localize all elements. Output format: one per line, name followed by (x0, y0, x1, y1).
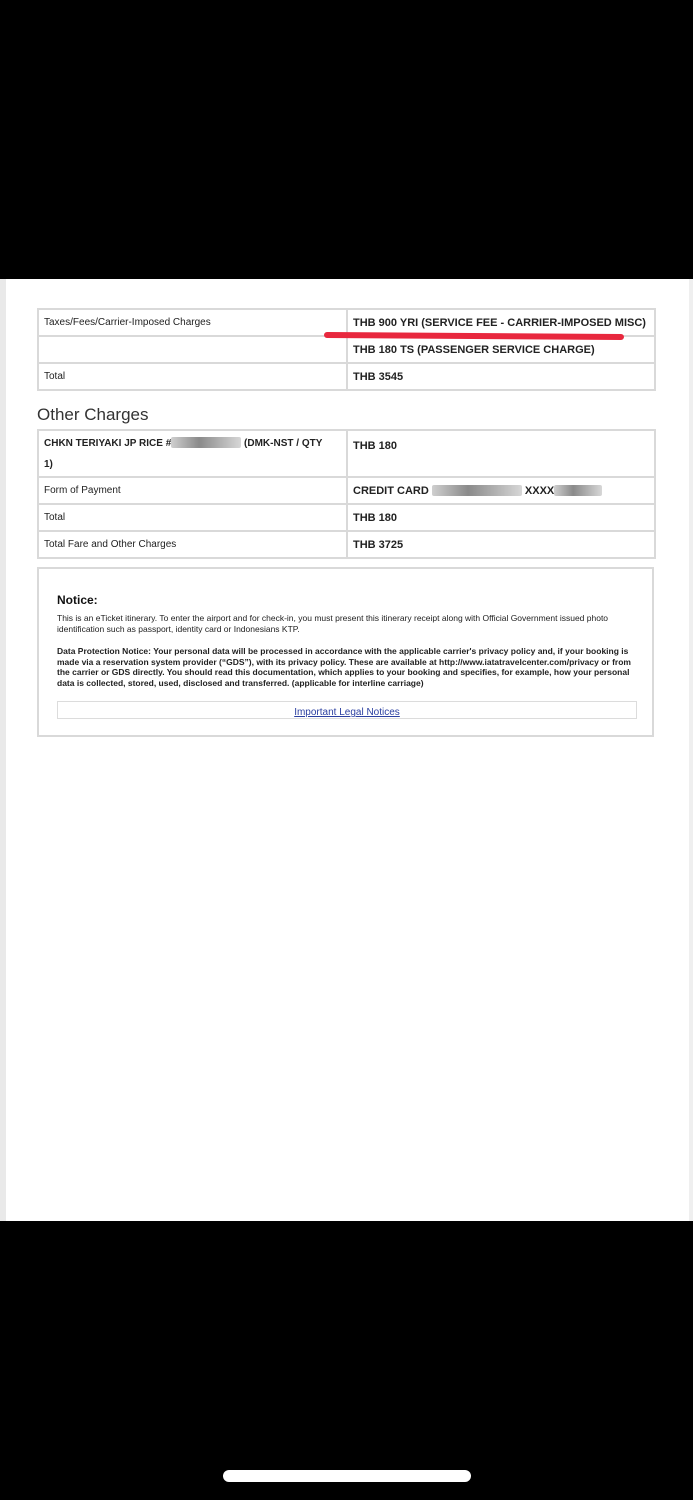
other-total-label: Total (38, 504, 347, 531)
redacted-block (171, 437, 241, 448)
redacted-block (554, 485, 602, 496)
notice-body: This is an eTicket itinerary. To enter the airport and for check-in, you must present this itinerary receipt along with Official Government issued photo identification such as passport, identity card or Indonesians KTP. (57, 613, 609, 634)
empty-cell (38, 336, 347, 363)
meal-item-label-start: CHKN TERIYAKI JP RICE # (44, 437, 172, 449)
taxes-value-ts: THB 180 TS (PASSENGER SERVICE CHARGE) (347, 336, 655, 363)
grand-total-label: Total Fare and Other Charges (38, 531, 347, 558)
table-row (38, 504, 655, 531)
data-protection-notice: Data Protection Notice: Your personal data will be processed in accordance with the applicable carrier's privacy policy and, if your booking is made via a reservation system provider (“GDS”), with its privacy policy. These are available at http://www.iatatravelcenter.com/privacy or from the carrier or GDS directly. You should read this documentation, which applies to your booking and specifies, for example, how your personal data is collected, stored, used, disclosed and transferred. (applicable for interline carriage) (57, 646, 631, 688)
payment-value-start: CREDIT CARD (353, 484, 429, 497)
table-row (38, 477, 655, 504)
home-indicator[interactable] (223, 1470, 471, 1482)
other-charges-table (37, 429, 656, 559)
meal-item-label-end: (DMK-NST / QTY (244, 437, 323, 449)
table-row (38, 363, 655, 390)
total-label: Total (38, 363, 347, 390)
payment-value-masked: XXXX (524, 484, 555, 497)
document-page (0, 279, 693, 1221)
legal-notices-link[interactable]: Important Legal Notices (294, 707, 400, 718)
taxes-label: Taxes/Fees/Carrier-Imposed Charges (38, 309, 347, 336)
meal-item-label (38, 430, 347, 477)
total-value: THB 3545 (347, 363, 655, 390)
meal-item-value: THB 180 (347, 430, 655, 477)
redacted-block (432, 485, 522, 496)
fare-table (37, 308, 656, 391)
notice-box (37, 567, 654, 737)
meal-item-label-line2: 1) (44, 458, 53, 470)
legal-notices-box (57, 701, 637, 719)
payment-value (347, 477, 655, 504)
grand-total-value: THB 3725 (347, 531, 655, 558)
notice-title: Notice: (57, 593, 98, 607)
table-row (38, 531, 655, 558)
other-total-value: THB 180 (347, 504, 655, 531)
taxes-value-yri: THB 900 YRI (SERVICE FEE - CARRIER-IMPOSED MISC) (347, 309, 655, 336)
table-row (38, 336, 655, 363)
page-edge (0, 279, 6, 1221)
page-edge (689, 279, 693, 1221)
other-charges-title: Other Charges (37, 405, 149, 424)
table-row (38, 430, 655, 477)
payment-label: Form of Payment (38, 477, 347, 504)
